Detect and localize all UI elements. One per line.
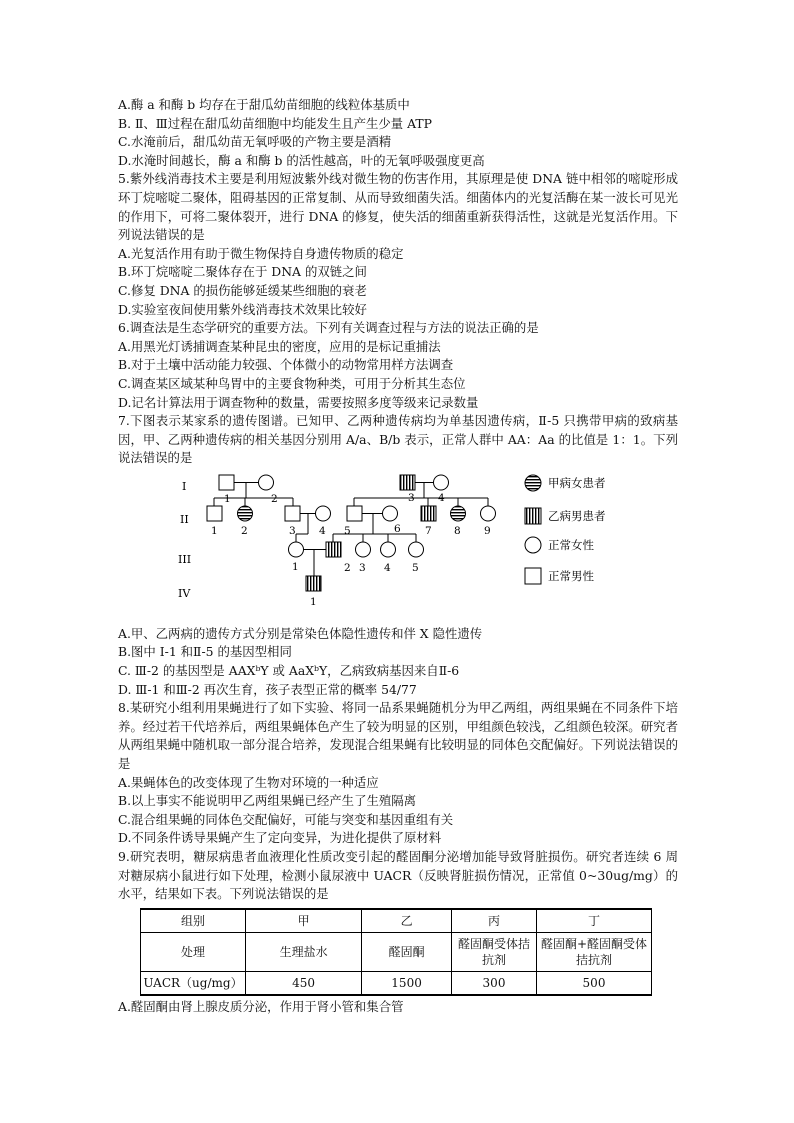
pedigree-iii4-female	[381, 542, 396, 557]
ped-num: 2	[241, 524, 248, 537]
ped-num: 3	[289, 524, 296, 537]
gen-label-3: III	[178, 552, 192, 566]
table-cell: 生理盐水	[246, 932, 362, 971]
pedigree-iii1-female	[289, 542, 304, 557]
table-cell: 300	[452, 971, 537, 995]
table-cell: 组别	[141, 909, 246, 933]
ped-num: 1	[292, 560, 299, 573]
pedigree-ii4-female	[316, 506, 331, 521]
q8-option-c: C.混合组果蝇的同体色交配偏好，可能与突变和基因重组有关	[118, 811, 454, 827]
ped-num: 5	[344, 524, 351, 537]
pedigree-ii5-male	[347, 506, 362, 521]
pedigree-diagram	[118, 470, 678, 625]
pedigree-svg	[118, 470, 678, 625]
table-cell: 1500	[362, 971, 452, 995]
question-7-stem: 7.下图表示某家系的遗传图谱。已知甲、乙两种遗传病均为单基因遗传病，Ⅱ-5 只携带甲病的致病基因，甲、乙两种遗传病的相关基因分别用 A/a、B/b 表示，正常人群中 AA：Aa 的比值是 1：1。下列说法错误的是	[118, 413, 678, 466]
table-cell: UACR（ug/mg）	[141, 971, 246, 995]
table-cell: 乙	[362, 909, 452, 933]
q7-option-b: B.图中 I-1 和Ⅱ-5 的基因型相同	[118, 644, 292, 660]
ped-num: 6	[394, 522, 401, 535]
q7-option-c: C. Ⅲ-2 的基因型是 AAXᵇY 或 AaXᵇY，乙病致病基因来自Ⅱ-6	[118, 663, 460, 679]
pedigree-ii8-affected-female	[451, 506, 466, 521]
q6-option-d: D.记名计算法用于调查物种的数量，需要按照多度等级来记录数量	[118, 394, 479, 410]
pedigree-ii3-male	[285, 506, 300, 521]
uacr-table	[140, 908, 652, 996]
ped-num: 3	[408, 491, 415, 504]
question-8-stem: 8.某研究小组利用果蝇进行了如下实验、将同一品系果蝇随机分为甲乙两组，两组果蝇在不同条件下培养。经过若干代培养后，两组果蝇体色产生了较为明显的区别，甲组颜色较浅，乙组颜色较深。研究者从两组果蝇中随机取一部分混合培养，发现混合组果蝇有比较明显的同体色交配偏好。下列说法错误的是	[118, 700, 678, 772]
q6-option-a: A.用黑光灯诱捕调查某种昆虫的密度，应用的是标记重捕法	[118, 338, 441, 354]
table-cell: 450	[246, 971, 362, 995]
q5-option-c: C.修复 DNA 的损伤能够延缓某些细胞的衰老	[118, 282, 367, 298]
pedigree-i2-female	[259, 475, 274, 490]
document-page	[118, 96, 678, 1016]
pedigree-ii2-affected-female	[238, 506, 253, 521]
q8-option-b: B.以上事实不能说明甲乙两组果蝇已经产生了生殖隔离	[118, 793, 417, 809]
ped-num: 1	[224, 492, 231, 505]
ped-num: 8	[454, 524, 461, 537]
q4-option-d: D.水淹时间越长，酶 a 和酶 b 的活性越高，叶的无氧呼吸强度更高	[118, 152, 485, 168]
q7-option-d: D. Ⅲ-1 和Ⅲ-2 再次生育，孩子表型正常的概率 54/77	[118, 681, 417, 697]
question-9-stem: 9.研究表明，糖尿病患者血液理化性质改变引起的醛固酮分泌增加能导致肾脏损伤。研究者连续 6 周对糖尿病小鼠进行如下处理，检测小鼠尿液中 UACR（反映肾脏损伤情况，正常值 0~30ug/mg）的水平，结果如下表。下列说法错误的是	[118, 849, 678, 902]
legend-label-4: 正常男性	[548, 568, 594, 583]
pedigree-ii7-affected-male	[421, 506, 436, 521]
pedigree-iii5-female	[409, 542, 424, 557]
table-row	[141, 971, 652, 995]
q4-option-a: A.酶 a 和酶 b 均存在于甜瓜幼苗细胞的线粒体基质中	[118, 97, 410, 112]
legend-male-patient-b-icon	[525, 508, 541, 524]
pedigree-i1-male	[219, 475, 234, 490]
q6-option-b: B.对于土壤中活动能力较强、个体微小的动物常用样方法调查	[118, 357, 454, 373]
ped-num: 2	[344, 561, 351, 574]
pedigree-iv1-affected-male	[306, 576, 321, 591]
legend-normal-male-icon	[525, 568, 541, 584]
legend-normal-female-icon	[525, 537, 541, 553]
table-cell: 醛固酮受体拮抗剂	[452, 932, 537, 971]
table-cell: 甲	[246, 909, 362, 933]
gen-label-4: IV	[178, 586, 191, 600]
q5-option-d: D.实验室夜间使用紫外线消毒技术效果比较好	[118, 301, 367, 317]
table-cell: 醛固酮	[362, 932, 452, 971]
q4-option-c: C.水淹前后，甜瓜幼苗无氧呼吸的产物主要是酒精	[118, 134, 392, 150]
table-cell: 丁	[537, 909, 652, 933]
q6-option-c: C.调查某区域某种鸟胃中的主要食物种类，可用于分析其生态位	[118, 375, 466, 391]
ped-num: 9	[484, 524, 491, 537]
question-5-stem: 5.紫外线消毒技术主要是利用短波紫外线对微生物的伤害作用，其原理是使 DNA 链中相邻的嘧啶形成环丁烷嘧啶二聚体，阻碍基因的正常复制、从而导致细菌失活。细菌体内的光复活酶在某一波长可见光的作用下，可将二聚体裂开，进行 DNA 的修复，使失活的细菌重新获得活性，这就是光复活作用。下列说法错误的是	[118, 171, 678, 243]
ped-num: 4	[319, 524, 326, 537]
pedigree-ii6-female	[383, 506, 398, 521]
table-cell: 处理	[141, 932, 246, 971]
q7-option-a: A.甲、乙两病的遗传方式分别是常染色体隐性遗传和伴 X 隐性遗传	[118, 625, 483, 641]
pedigree-ii9-female	[481, 506, 496, 521]
pedigree-i3-affected-male	[400, 475, 415, 490]
pedigree-i4-female	[434, 475, 449, 490]
q5-option-b: B.环丁烷嘧啶二聚体存在于 DNA 的双链之间	[118, 264, 367, 280]
q9-option-a: A.醛固酮由肾上腺皮质分泌，作用于肾小管和集合管	[118, 998, 404, 1014]
pedigree-iii2-affected-male	[326, 542, 341, 557]
pedigree-iii3-female	[356, 542, 371, 557]
legend-label-3: 正常女性	[548, 537, 594, 552]
gen-label-1: I	[182, 479, 187, 493]
table-cell: 醛固酮+醛固酮受体拮抗剂	[537, 932, 652, 971]
q8-option-a: A.果蝇体色的改变体现了生物对环境的一种适应	[118, 774, 379, 790]
table-row	[141, 909, 652, 933]
table-cell: 丙	[452, 909, 537, 933]
legend-label-2: 乙病男患者	[548, 508, 606, 523]
q5-option-a: A.光复活作用有助于微生物保持自身遗传物质的稳定	[118, 245, 404, 261]
q4-option-b: B. Ⅱ、Ⅲ过程在甜瓜幼苗细胞中均能发生且产生少量 ATP	[118, 115, 432, 131]
legend-female-patient-a-icon	[525, 475, 541, 491]
question-6-stem: 6.调查法是生态学研究的重要方法。下列有关调查过程与方法的说法正确的是	[118, 320, 539, 336]
table-row	[141, 932, 652, 971]
ped-num: 4	[438, 491, 445, 504]
q8-option-d: D.不同条件诱导果蝇产生了定向变异，为进化提供了原材料	[118, 830, 442, 846]
gen-label-2: II	[180, 512, 189, 526]
ped-num: 7	[425, 524, 432, 537]
pedigree-ii1-male	[207, 506, 222, 521]
ped-num: 5	[412, 561, 419, 574]
table-cell: 500	[537, 971, 652, 995]
ped-num: 1	[211, 524, 218, 537]
legend-label-1: 甲病女患者	[548, 475, 606, 490]
ped-num: 3	[359, 561, 366, 574]
ped-num: 2	[271, 492, 278, 505]
ped-num: 1	[310, 595, 317, 608]
ped-num: 4	[384, 561, 391, 574]
